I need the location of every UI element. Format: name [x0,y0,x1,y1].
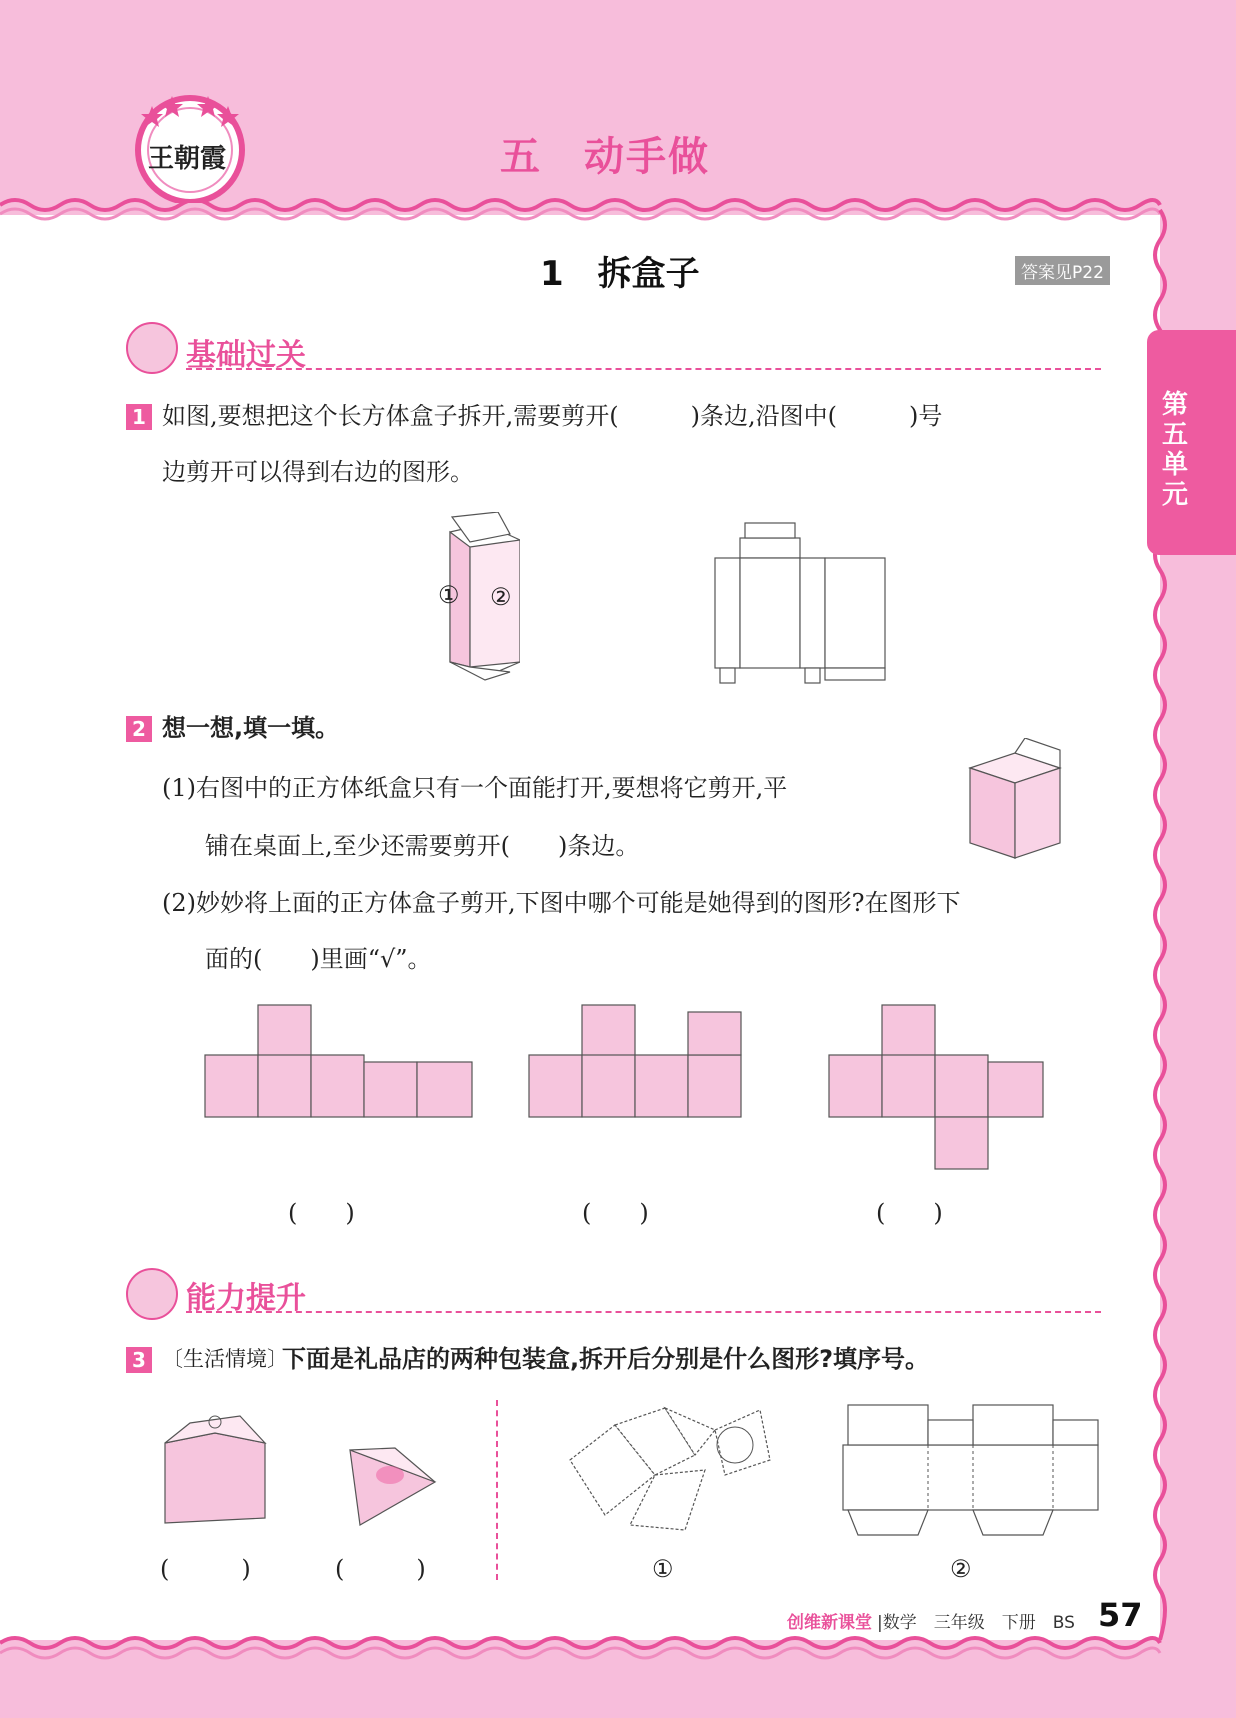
mascot-icon [126,322,178,374]
triangular-box-drawing [345,1440,445,1530]
unit-title: 五 动手做 [500,134,710,180]
q2-part2-line2: 面的( )里画“√”。 [205,945,432,973]
q3-text: 下面是礼品店的两种包装盒,拆开后分别是什么图形?填序号。 [282,1345,930,1373]
question-number: 1 [126,404,152,430]
section-divider [186,1311,1101,1313]
q3-tag: 〔生活情境〕 [162,1347,288,1371]
answer-blank-box-2[interactable]: ( ) [335,1555,426,1583]
question-number: 3 [126,1347,152,1373]
net-label-1: ① [652,1555,674,1583]
edge-label-1: ① [438,581,460,609]
q2-part1-line1: (1)右图中的正方体纸盒只有一个面能打开,要想将它剪开,平 [162,774,788,802]
answer-blank-net-a[interactable]: ( ) [288,1199,355,1227]
mascot-icon [126,1268,178,1320]
net-label-2: ② [950,1555,972,1583]
logo-text: 王朝霞 [148,144,227,174]
box-net-drawing [710,518,890,688]
answer-blank-box-1[interactable]: ( ) [160,1555,251,1583]
q1-text-line1: 如图,要想把这个长方体盒子拆开,需要剪开( )条边,沿图中( )号 [162,402,943,430]
section-title-basic: 基础过关 [186,338,306,373]
brand-logo [130,88,250,203]
net-drawing-2 [838,1400,1103,1540]
answer-blank-net-b[interactable]: ( ) [582,1199,649,1227]
page-number: 57 [1098,1596,1143,1634]
q1-text-line2: 边剪开可以得到右边的图形。 [162,458,474,486]
side-tab-label: 第五单元 [1161,390,1188,510]
milk-carton-box-drawing [155,1408,275,1528]
vertical-divider [496,1400,498,1580]
answer-blank-net-c[interactable]: ( ) [876,1199,943,1227]
edge-label-2: ② [490,583,512,611]
section-divider [186,368,1101,370]
question-number: 2 [126,716,152,742]
section-title-advanced: 能力提升 [186,1281,306,1316]
q2-title: 想一想,填一填。 [162,714,340,742]
cube-nets-drawing [200,1000,1100,1175]
footer-info: |数学 三年级 下册 BS [877,1613,1075,1633]
net-drawing-1 [565,1400,775,1535]
answer-reference: 答案见P22 [1015,256,1110,285]
lesson-title: 1 拆盒子 [540,254,700,294]
q2-part2-line1: (2)妙妙将上面的正方体盒子剪开,下图中哪个可能是她得到的图形?在图形下 [162,889,961,917]
q2-part1-line2: 铺在桌面上,至少还需要剪开( )条边。 [205,832,640,860]
open-cube-drawing [960,738,1065,863]
footer-brand: 创维新课堂 [787,1613,872,1633]
